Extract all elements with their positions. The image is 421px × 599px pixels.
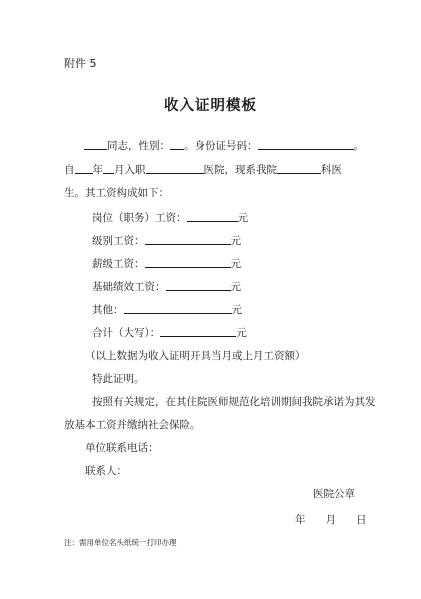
contact-person-label: 联系人： <box>85 465 127 477</box>
salary-item-position <box>92 211 248 224</box>
salary-item-blank <box>124 303 232 314</box>
commitment-line-1: 按照有关规定，在其住院医师规范化培训期间我院承诺为其发 <box>92 396 376 408</box>
salary-item-level <box>92 234 241 247</box>
line-salary-intro: 生。其工资构成如下： <box>64 187 169 199</box>
data-note: （以上数据为收入证明开具当月或上月工资额） <box>85 350 306 362</box>
name-blank <box>84 139 107 150</box>
salary-item-grade <box>92 257 241 270</box>
line-identity <box>84 139 364 152</box>
text-doctor-part1: 科医 <box>321 164 342 176</box>
text-period: 。 <box>353 140 364 152</box>
text-joined: 月入职 <box>114 164 146 176</box>
salary-item-unit: 元 <box>230 235 241 247</box>
text-from: 自 <box>64 164 75 176</box>
salary-item-label: 合计（大写）： <box>92 327 161 339</box>
month-blank <box>103 163 114 174</box>
year-blank <box>75 163 93 174</box>
salary-item-unit: 元 <box>237 212 248 224</box>
line-employment <box>64 163 342 176</box>
salary-item-blank <box>145 257 231 268</box>
text-comrade-gender: 同志，性别： <box>107 140 170 152</box>
salary-item-label: 级别工资： <box>92 235 145 247</box>
text-current-dept: 医院，现系我院 <box>203 164 277 176</box>
salary-item-unit: 元 <box>230 281 241 293</box>
salary-item-label: 薪级工资： <box>92 258 145 270</box>
department-blank <box>277 163 321 174</box>
salary-item-unit: 元 <box>231 304 242 316</box>
salary-item-total <box>92 326 247 339</box>
salary-item-blank <box>145 234 231 245</box>
certify-text: 特此证明。 <box>92 373 145 385</box>
attachment-label: 附件 5 <box>64 57 97 70</box>
salary-item-unit: 元 <box>230 258 241 270</box>
salary-item-blank <box>187 211 238 222</box>
text-year: 年 <box>92 164 103 176</box>
salary-item-label: 其他： <box>92 304 124 316</box>
hospital-seal-label: 医院公章 <box>313 488 355 500</box>
footnote: 注：需用单位名头纸统一打印办理 <box>64 538 177 547</box>
date-year: 年 <box>295 514 306 526</box>
salary-item-label: 基础绩效工资： <box>92 281 166 293</box>
id-number-blank <box>258 139 354 150</box>
salary-item-blank <box>166 280 231 291</box>
commitment-line-2: 放基本工资并缴纳社会保险。 <box>64 419 201 431</box>
salary-item-performance <box>92 280 241 293</box>
date-month: 月 <box>325 514 336 526</box>
hospital-blank <box>146 163 204 174</box>
date-day: 日 <box>356 514 367 526</box>
salary-item-blank <box>160 326 236 337</box>
gender-blank <box>170 139 184 150</box>
date-line <box>295 514 367 526</box>
salary-item-label: 岗位（职务）工资： <box>92 212 187 224</box>
contact-phone-label: 单位联系电话： <box>85 442 159 454</box>
salary-item-unit: 元 <box>236 327 247 339</box>
document-title: 收入证明模板 <box>164 97 257 114</box>
text-id-number: 。身份证号码： <box>184 140 258 152</box>
salary-item-other <box>92 303 242 316</box>
